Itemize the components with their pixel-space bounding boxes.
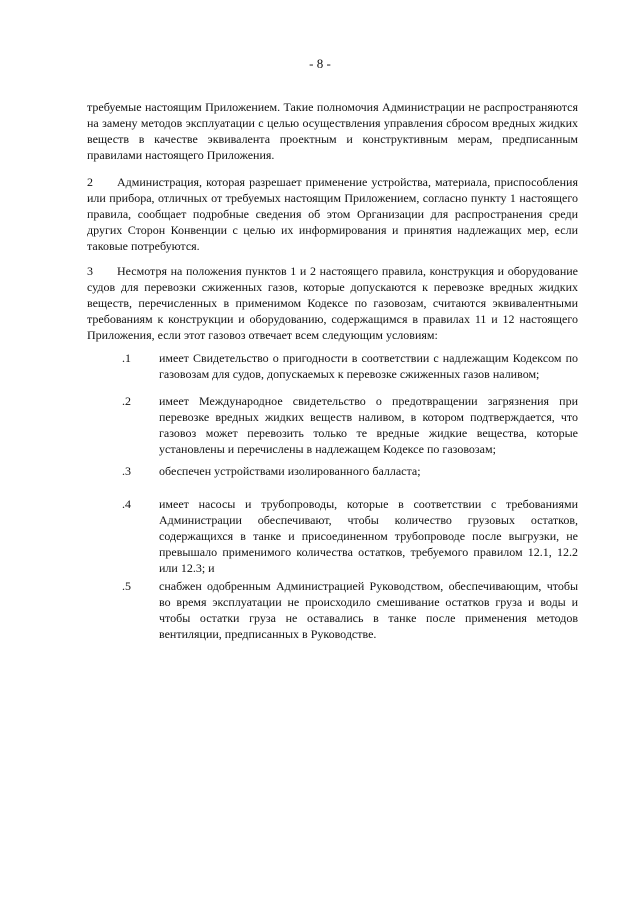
list-item-number: .1	[122, 351, 131, 365]
list-item	[122, 496, 578, 576]
list-item-number: .4	[122, 497, 131, 511]
list-item-text: имеет насосы и трубопроводы, которые в соответствии с требованиями Администрации обеспечивают, чтобы количество грузовых остатков, содержащихся в танке и присоединенном трубопроводе после выгрузки, не превышало применимого количества остатков, требуемого правилом 12.1, 12.2 или 12.3; и	[159, 497, 578, 575]
list-item-text: имеет Международное свидетельство о предотвращении загрязнения при перевозке вредных жидких веществ наливом, в котором подтверждается, что газовоз может перевозить только те вредные жидкие вещества, которые установлены и перечислены в надлежащем Кодексе по газовозам;	[159, 394, 578, 456]
paragraph-number: 3	[87, 264, 93, 278]
paragraph-text: требуемые настоящим Приложением. Такие полномочия Администрации не распространяются на замену методов эксплуатации с целью осуществления управления сбросом вредных жидких веществ в качестве эквивалента проектным и конструктивным мерам, предписанным правилами настоящего Приложения.	[87, 100, 578, 162]
list-item-number: .2	[122, 394, 131, 408]
list-item-number: .3	[122, 464, 131, 478]
list-item-number: .5	[122, 579, 131, 593]
list-item	[122, 463, 578, 479]
paragraph-number: 2	[87, 175, 93, 189]
list-item-text: снабжен одобренным Администрацией Руководством, обеспечивающим, чтобы во время эксплуатации не происходило смешивание остатков груза и воды и чтобы остатки груза не оставались в танке после применения методов вентиляции, предписанных в Руководстве.	[159, 579, 578, 641]
list-item	[122, 578, 578, 642]
list-item	[122, 350, 578, 382]
paragraph-text: Администрация, которая разрешает применение устройства, материала, приспособления или прибора, отличных от требуемых настоящим Приложением, согласно пункту 1 настоящего правила, сообщает подробные сведения об этом Организации для распространения среди других Сторон Конвенции с целью их информирования и принятия надлежащих мер, если таковые потребуются.	[87, 175, 578, 253]
paragraph-3	[87, 263, 578, 343]
list-item-text: обеспечен устройствами изолированного балласта;	[159, 464, 421, 478]
paragraph-text: Несмотря на положения пунктов 1 и 2 настоящего правила, конструкция и оборудование судов для перевозки сжиженных газов, которые допускаются к перевозке вредных жидких веществ, перечисленных в применимом Кодексе по газовозам, считаются эквивалентными требованиям к конструкции и оборудованию, содержащимся в правилах 11 и 12 настоящего Приложения, если этот газовоз отвечает всем следующим условиям:	[87, 264, 578, 342]
list-item	[122, 393, 578, 457]
page-number: - 8 -	[309, 56, 331, 71]
list-item-text: имеет Свидетельство о пригодности в соответствии с надлежащим Кодексом по газовозам для судов, допускаемых к перевозке сжиженных газов наливом;	[159, 351, 578, 381]
paragraph-continuation	[87, 99, 578, 163]
paragraph-2	[87, 174, 578, 254]
